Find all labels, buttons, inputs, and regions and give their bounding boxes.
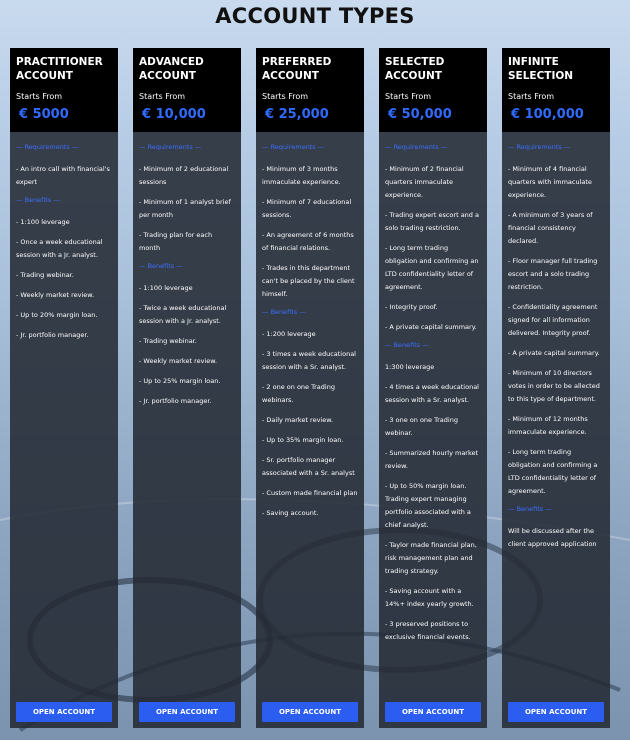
requirement-item: - Minimum of 3 months immaculate experience. <box>262 165 341 186</box>
requirement-item: - Minimum of 2 financial quarters immaculate experience. <box>385 165 464 199</box>
account-card-practitioner <box>10 48 118 728</box>
account-details <box>256 132 364 520</box>
starts-from-label: Starts From <box>508 92 555 101</box>
benefit-item: - 3 one on one Trading webinar. <box>385 416 458 437</box>
account-price: € 25,000 <box>265 107 329 122</box>
account-card-header <box>10 48 118 132</box>
requirement-item: - Minimum of 10 directors votes in order to be allected to this type of department. <box>508 369 600 403</box>
open-account-button[interactable]: OPEN ACCOUNT <box>139 702 235 722</box>
benefit-item: - Custom made financial plan <box>262 489 358 497</box>
account-card-header <box>256 48 364 132</box>
account-name: ADVANCED ACCOUNT <box>139 56 204 82</box>
requirement-item: - Confidentiality agreement signed for all information delivered. Integrity proof. <box>508 303 598 337</box>
account-card-selected <box>379 48 487 728</box>
requirement-item: - Trades in this department can't be placed by the client himself. <box>262 264 355 298</box>
benefits-heading: — Benefits — <box>262 308 306 316</box>
open-account-button[interactable]: OPEN ACCOUNT <box>385 702 481 722</box>
starts-from-label: Starts From <box>16 92 63 101</box>
requirements-heading: — Requirements — <box>139 143 202 151</box>
benefit-item: - Jr. portfolio manager. <box>16 331 89 339</box>
benefit-item: - Up to 35% margin loan. <box>262 436 344 444</box>
account-price: € 10,000 <box>142 107 206 122</box>
benefit-item: - Jr. portfolio manager. <box>139 397 212 405</box>
requirement-item: - An agreement of 6 months of financial relations. <box>262 231 354 252</box>
open-account-button[interactable]: OPEN ACCOUNT <box>16 702 112 722</box>
account-card-header <box>502 48 610 132</box>
requirement-item: - Minimum of 12 months immaculate experience. <box>508 415 588 436</box>
requirement-item: - Minimum of 2 educational sessions <box>139 165 229 186</box>
account-name: INFINITE SELECTION <box>508 56 574 82</box>
account-price: € 5000 <box>19 107 69 122</box>
account-card-header <box>133 48 241 132</box>
benefit-item: 1:300 leverage <box>385 363 435 371</box>
requirement-item: - Trading expert escort and a solo trading restriction. <box>385 211 479 232</box>
requirements-heading: — Requirements — <box>508 143 571 151</box>
benefit-item: - 1:100 leverage <box>16 218 70 226</box>
benefit-item: - 2 one on one Trading webinars. <box>262 383 335 404</box>
account-price: € 50,000 <box>388 107 452 122</box>
benefit-item: - 1:200 leverage <box>262 330 316 338</box>
account-price: € 100,000 <box>511 107 584 122</box>
benefit-item: - Twice a week educational session with a Jr. analyst. <box>139 304 227 325</box>
benefit-item: - Taylor made financial plan, risk management plan and trading strategy. <box>385 541 477 575</box>
benefit-item: - Saving account. <box>262 509 319 517</box>
requirement-item: - Minimum of 4 financial quarters with immaculate experience. <box>508 165 592 199</box>
benefit-item: - 4 times a week educational session with a Sr. analyst. <box>385 383 479 404</box>
account-details <box>502 132 610 551</box>
open-account-button[interactable]: OPEN ACCOUNT <box>262 702 358 722</box>
benefit-item: - 3 times a week educational session with a Sr. analyst. <box>262 350 356 371</box>
starts-from-label: Starts From <box>385 92 432 101</box>
starts-from-label: Starts From <box>262 92 309 101</box>
requirement-item: - Trading plan for each month <box>139 231 213 252</box>
account-card-infinite <box>502 48 610 728</box>
requirement-item: - Long term trading obligation and confirming a LTD confidentiality letter of agreement. <box>508 448 598 495</box>
account-card-advanced <box>133 48 241 728</box>
benefits-heading: — Benefits — <box>385 341 429 349</box>
account-details <box>10 132 118 342</box>
benefit-item: Will be discussed after the client approved application <box>508 527 597 548</box>
account-name: SELECTED ACCOUNT <box>385 56 445 82</box>
benefit-item: - Sr. portfolio manager associated with a Sr. analyst <box>262 456 355 477</box>
benefit-item: - Up to 25% margin loan. <box>139 377 221 385</box>
benefit-item: - 1:100 leverage <box>139 284 193 292</box>
requirements-heading: — Requirements — <box>262 143 325 151</box>
requirement-item: - Minimum of 1 analyst brief per month <box>139 198 231 219</box>
requirement-item: - An intro call with financial's expert <box>16 165 110 186</box>
page-title: ACCOUNT TYPES <box>215 4 415 28</box>
requirement-item: - Integrity proof. <box>385 303 438 311</box>
requirement-item: - Floor manager full trading escort and a solo trading restriction. <box>508 257 598 291</box>
account-name: PRACTITIONER ACCOUNT <box>16 56 103 82</box>
benefit-item: - 3 preserved positions to exclusive financial events. <box>385 620 471 641</box>
benefits-heading: — Benefits — <box>508 505 552 513</box>
benefit-item: - Once a week educational session with a Jr. analyst. <box>16 238 103 259</box>
account-details <box>379 132 487 644</box>
benefit-item: - Summarized hourly market review. <box>385 449 479 470</box>
benefit-item: - Saving account with a 14%+ index yearly growth. <box>385 587 474 608</box>
open-account-button[interactable]: OPEN ACCOUNT <box>508 702 604 722</box>
account-card-header <box>379 48 487 132</box>
benefit-item: - Weekly market review. <box>139 357 218 365</box>
account-details <box>133 132 241 408</box>
account-name: PREFERRED ACCOUNT <box>262 56 332 82</box>
benefit-item: - Up to 50% margin loan. Trading expert managing portfolio associated with a chief analyst. <box>385 482 471 529</box>
benefit-item: - Daily market review. <box>262 416 334 424</box>
benefit-item: - Weekly market review. <box>16 291 95 299</box>
benefits-heading: — Benefits — <box>16 196 60 204</box>
account-card-preferred <box>256 48 364 728</box>
benefit-item: - Up to 20% margin loan. <box>16 311 98 319</box>
benefit-item: - Trading webinar. <box>139 337 197 345</box>
benefits-heading: — Benefits — <box>139 262 183 270</box>
starts-from-label: Starts From <box>139 92 186 101</box>
requirements-heading: — Requirements — <box>16 143 79 151</box>
requirement-item: - Long term trading obligation and confirming an LTD confidentiality letter of agreement. <box>385 244 479 291</box>
requirements-heading: — Requirements — <box>385 143 448 151</box>
requirement-item: - A minimum of 3 years of financial consistency declared. <box>508 211 593 245</box>
benefit-item: - Trading webinar. <box>16 271 74 279</box>
requirement-item: - A private capital summary. <box>385 323 477 331</box>
requirement-item: - A private capital summary. <box>508 349 600 357</box>
requirement-item: - Minimum of 7 educational sessions. <box>262 198 352 219</box>
